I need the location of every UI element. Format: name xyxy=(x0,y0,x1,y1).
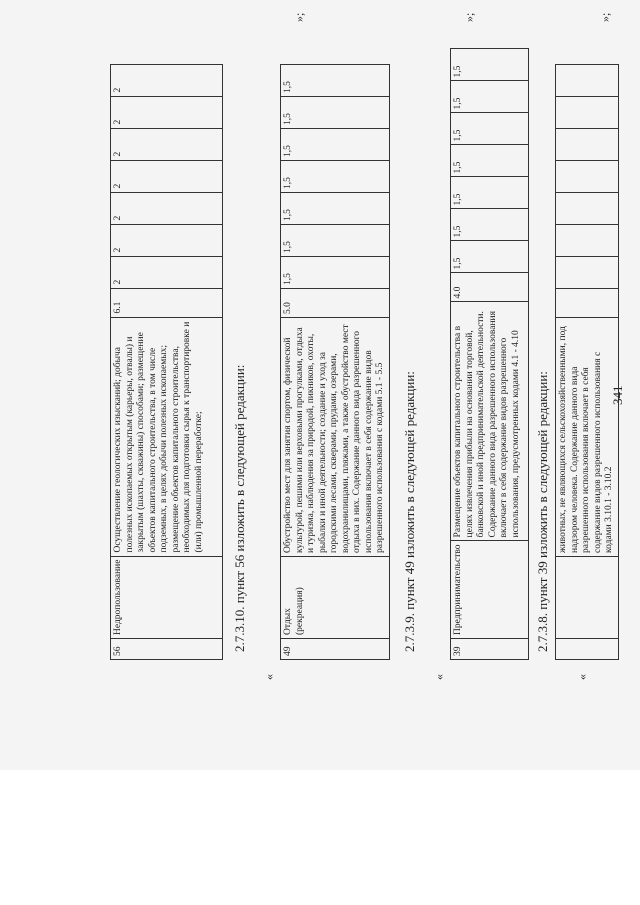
page-number: 341 xyxy=(610,385,625,405)
table-row-56 xyxy=(110,64,223,660)
quote-open: « xyxy=(575,674,589,680)
table-row: 49 Отдых (рекреация) Обустройство мест для занятия спортом, физической культурой, пешими или верховыми прогулками, отдыха и туризма, наблюдения за природой, пикников, охоты, рыбалки и иной деятельности; создание и уход за городскими лесами, скверами, прудами, озерами, водохранилищами, пляжами, а также обустройство мест отдыха в них. Содержание данного вида разрешенного использования включает в себя содержание видов разрешенного использования с кодами 5.1 - 5.5 5.0 1,5 1,5 1,5 1,5 1,5 1,5 1,5 xyxy=(281,65,390,660)
table-row: 39 Предпринимательство Размещение объектов капитального строительства в целях извлечения прибыли на основании торговой, банковской и иной предпринимательской деятельности. Содержание данного вида разрешенного использования включает в себя содержание видов разрешенного использования, предусмотренных кодами 4.1 - 4.10 4.0 1,5 1,5 1,5 1,5 1,5 1,5 1,5 xyxy=(451,49,529,660)
section-heading: 2.7.3.9. пункт 49 изложить в следующей редакции: xyxy=(402,371,417,652)
table-row: 56 Недропользование Осуществление геологических изысканий; добыча полезных ископаемых открытым (карьеры, отвалы) и закрытым (шахты, скважины) способами; размещение объектов капитального строительства, в том числе подземных, в целях добычи полезных ископаемых; размещение объектов капитального строительства, необходимых для подготовки сырья к транспортировке и (или) промышленной переработке; 6.1 2 2 2 2 2 2 2 xyxy=(111,64,223,659)
quote-open: « xyxy=(432,674,446,680)
quote-close: »; xyxy=(598,12,612,22)
quote-open: « xyxy=(262,674,276,680)
section-heading: 2.7.3.8. пункт 39 изложить в следующей редакции: xyxy=(535,371,550,652)
table-row xyxy=(556,65,619,660)
row-description: животных, не являющихся сельскохозяйственными, под надзором человека. Содержание данного вида разрешенного использования включает в себя содержание видов разрешенного использования с кодами 3.10.1 - 3.10.2 xyxy=(556,318,619,557)
table-row-49 xyxy=(280,64,390,660)
quote-close: »; xyxy=(292,12,306,22)
quote-close: »; xyxy=(462,12,476,22)
table-row-39 xyxy=(450,48,529,660)
table-continuation xyxy=(555,64,619,660)
section-heading: 2.7.3.10. пункт 56 изложить в следующей редакции: xyxy=(232,364,247,652)
